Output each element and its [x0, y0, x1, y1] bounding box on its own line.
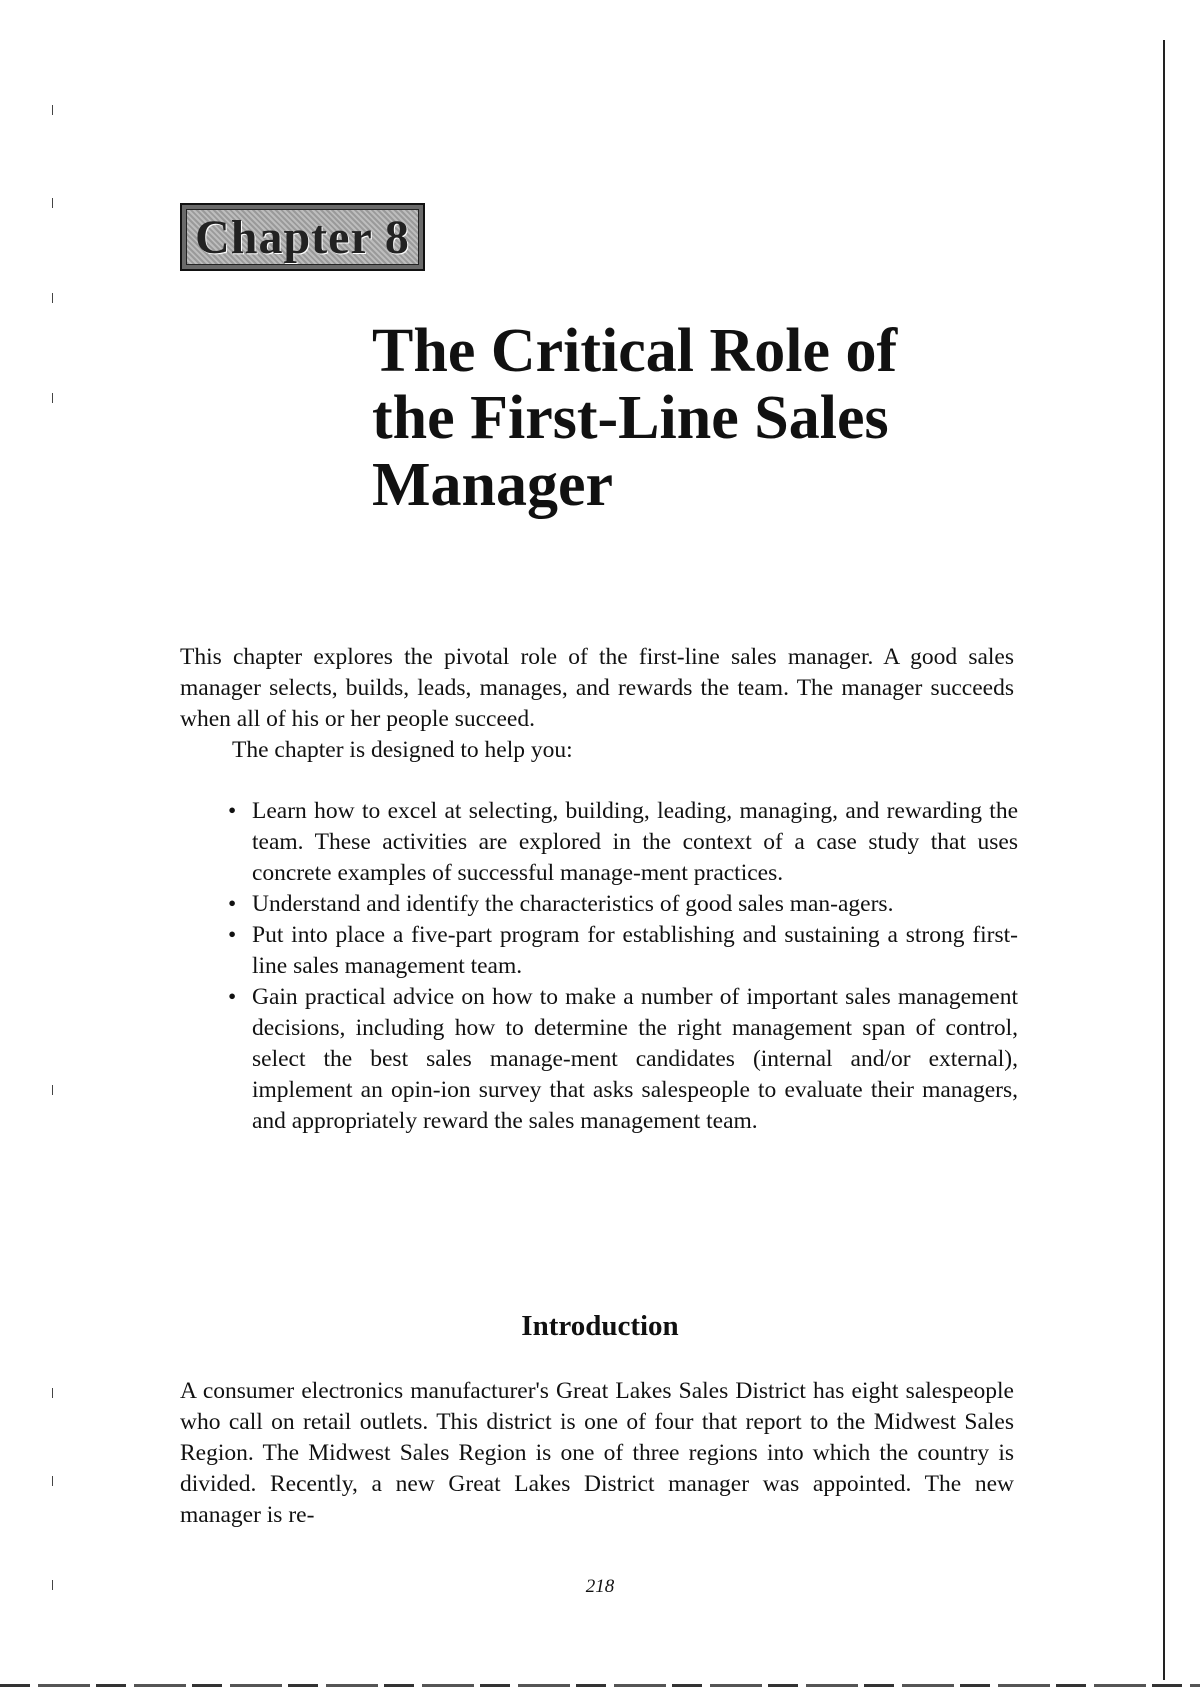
chapter-label: Chapter 8	[195, 210, 410, 264]
bullet-icon: •	[228, 798, 237, 824]
bullet-icon: •	[228, 922, 237, 948]
chapter-label-box	[180, 203, 425, 271]
bullet-icon: •	[228, 891, 237, 917]
objectives-list	[228, 796, 1018, 1137]
chapter-title-line: Manager	[372, 451, 614, 519]
objectives-lead-line: The chapter is designed to help you:	[232, 737, 573, 763]
scan-speck	[52, 393, 53, 403]
scan-speck	[52, 105, 53, 115]
page-number: 218	[585, 1576, 615, 1597]
scan-speck	[52, 293, 53, 303]
section-heading: Introduction	[521, 1310, 679, 1342]
intro-paragraph: This chapter explores the pivotal role of the first-line sales manager. A good sales manager selects, builds, leads, manages, and rewards the team. The manager succeeds when all of his or her people succeed.	[180, 644, 1014, 732]
body-paragraph: A consumer electronics manufacturer's Great Lakes Sales District has eight salespeople who call on retail outlets. This district is one of four that report to the Midwest Sales Region. The Midwest Sales Region is one of three regions into which the country is divided. Recently, a new Great Lakes District manager was appointed. The new manager is re-	[180, 1378, 1014, 1528]
scan-speck	[52, 1388, 53, 1398]
chapter-title-line: The Critical Role of	[372, 317, 898, 385]
scan-edge-line	[1163, 40, 1165, 1680]
objective-item	[228, 796, 1018, 889]
scan-speck	[52, 1085, 53, 1095]
objective-item	[228, 982, 1018, 1137]
chapter-title-line: the First-Line Sales	[372, 384, 889, 452]
scan-speck	[52, 198, 53, 208]
objective-item	[228, 889, 1018, 920]
objective-item	[228, 920, 1018, 982]
objective-text: Gain practical advice on how to make a number of important sales management decisions, including how to determine the right management span of control, select the best sales manage-ment candidates (internal and/or external), implement an opin-ion survey that asks salespeople to evaluate their managers, and appropriately reward the sales management team.	[252, 984, 1018, 1134]
bullet-icon: •	[228, 984, 237, 1010]
scan-bottom-edge	[0, 1684, 1200, 1687]
scan-speck	[52, 1476, 53, 1486]
objective-text: Understand and identify the characteristics of good sales man-agers.	[252, 891, 894, 917]
objective-text: Put into place a five-part program for establishing and sustaining a strong first-line sales management team.	[252, 922, 1018, 979]
chapter-title	[372, 318, 1072, 519]
objective-text: Learn how to excel at selecting, building, leading, managing, and rewarding the team. These activities are explored in the context of a case study that uses concrete examples of successful manage-ment practices.	[252, 798, 1018, 886]
